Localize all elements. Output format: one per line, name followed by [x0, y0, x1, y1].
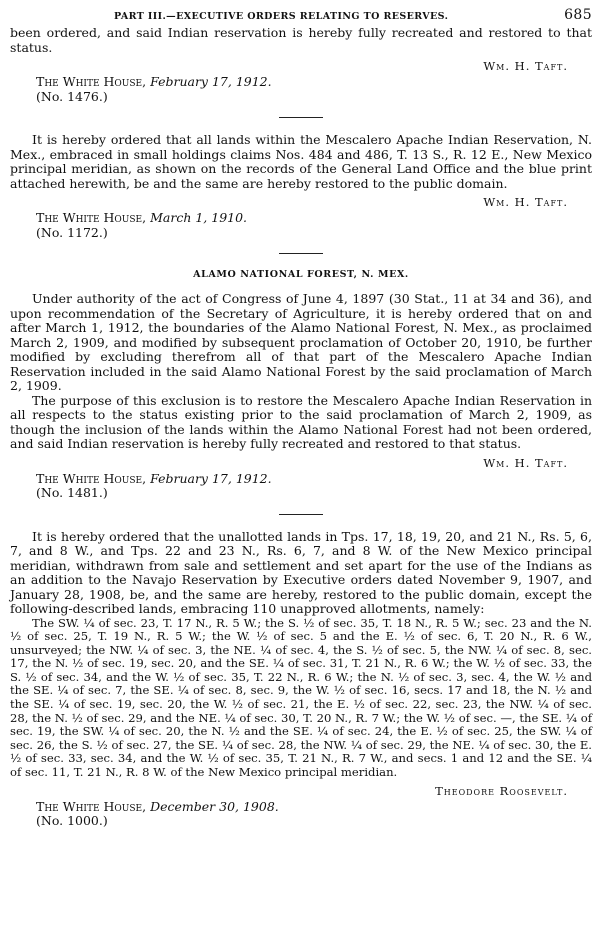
section-divider — [279, 117, 323, 118]
white-house-label: The White House, — [36, 470, 147, 486]
white-house-dateline — [36, 472, 592, 487]
order-paragraph-1: Under authority of the act of Congress of June 4, 1897 (30 Stat., 11 at 34 and 36), and upon recommendation of the Secretary of Agriculture, it is hereby ordered that on and after March 1, 1912, the boundaries of the Alamo National Forest, N. Mex., as proclaimed March 2, 1909, and modified by subsequent proclamation of October 20, 1910, be further modified by excluding therefrom all of that part of the Mescalero Apache Indian Reservation included in the said Alamo National Forest by the said proclamation of March 2, 1909. — [10, 291, 592, 393]
signature: Theodore Roosevelt. — [435, 783, 568, 798]
section-divider — [279, 514, 323, 515]
order-number: (No. 1172.) — [36, 224, 108, 240]
signature: Wm. H. Taft. — [483, 195, 568, 209]
white-house-dateline — [36, 211, 592, 226]
white-house-label: The White House, — [36, 798, 147, 814]
white-house-dateline — [36, 800, 592, 815]
order-1000 — [10, 530, 592, 829]
order-text: It is hereby ordered that all lands within the Mescalero Apache Indian Reservation, N. Mex., embraced in small holdings claims Nos. 484 and 486, T. 13 S., R. 12 E., New Mexico principal meridian, as shown on the records of the General Land Office and the blue print attached herewith, be and the same are hereby restored to the public domain. — [10, 132, 592, 191]
document-page — [10, 4, 592, 829]
order-1481 — [10, 269, 592, 501]
order-date: February 17, 1912. — [150, 470, 272, 486]
order-number: (No. 1481.) — [36, 485, 108, 500]
order-date: March 1, 1910. — [150, 210, 248, 225]
section-heading: ALAMO NATIONAL FOREST, N. MEX. — [193, 269, 409, 280]
order-date: December 30, 1908. — [150, 798, 279, 814]
signature: Wm. H. Taft. — [483, 455, 568, 470]
order-date: February 17, 1912. — [150, 74, 272, 89]
order-1172 — [10, 133, 592, 240]
order-paragraph-1: It is hereby ordered that the unallotted lands in Tps. 17, 18, 19, 20, and 21 N., Rs. 5, 6, 7, and 8 W., and Tps. 22 and 23 N., Rs. 6, 7, and 8 W. of the New Mexico principal meridian, withdrawn from sale and settlement and set apart for the use of the Indians as an addition to the Navajo Reservation by Executive orders dated November 9, 1907, and January 28, 1908, be, and the same are hereby, restored to the public domain, except the following-described lands, embracing 110 unapproved allotments, namely: — [10, 528, 592, 616]
order-paragraph-2: The purpose of this exclusion is to restore the Mescalero Apache Indian Reservation in all respects to the status existing prior to the said proclamation of March 2, 1909, as though the inclusion of the lands within the Alamo National Forest had not been ordered, and said Indian reservation is hereby fully recreated and restored to that status. — [10, 392, 592, 451]
signature: Wm. H. Taft. — [483, 59, 568, 73]
running-title: PART III.—EXECUTIVE ORDERS RELATING TO RESERVES. — [114, 11, 449, 22]
section-divider — [279, 253, 323, 254]
land-description: The SW. ¼ of sec. 23, T. 17 N., R. 5 W.; the S. ½ of sec. 35, T. 18 N., R. 5 W.; sec. 23 and the N. ½ of sec. 25, T. 19 N., R. 5 W.; the W. ½ of sec. 5 and the E. ½ of sec. 6, T. 20 N., R. 6 W., unsurveyed; the NW. ¼ of sec. 3, the NE. ¼ of sec. 4, the S. ½ of sec. 5, the NW. ¼ of sec. 8, sec. 17, the N. ½ of sec. 19, sec. 20, and the SE. ¼ of sec. 31, T. 21 N., R. 6 W.; the W. ½ of sec. 33, the S. ½ of sec. 34, and the W. ½ of sec. 35, T. 22 N., R. 6 W.; the N. ½ of sec. 3, sec. 4, the W. ½ and the SE. ¼ of sec. 7, the SE. ¼ of sec. 8, sec. 9, the W. ½ of sec. 16, secs. 17 and 18, the N. ½ and the SE. ¼ of sec. 19, sec. 20, the W. ½ of sec. 21, the E. ½ of sec. 22, sec. 23, the NW. ¼ of sec. 28, the N. ½ of sec. 29, and the NE. ¼ of sec. 30, T. 20 N., R. 7 W.; the W. ½ of sec. —, the SE. ¼ of sec. 19, the SW. ¼ of sec. 20, the N. ½ and the SE. ¼ of sec. 24, the E. ½ of sec. 25, the SW. ¼ of sec. 26, the S. ½ of sec. 27, the SE. ¼ of sec. 28, the NW. ¼ of sec. 29, the NE. ¼ of sec. 30, the E. ½ of sec. 33, sec. 34, and the W. ½ of sec. 35, T. 21 N., R. 7 W., and secs. 1 and 12 and the SE. ¼ of sec. 11, T. 21 N., R. 8 W. of the New Mexico principal meridian. — [10, 615, 592, 780]
page-header — [10, 4, 592, 26]
order-1476 — [10, 26, 592, 104]
order-text: been ordered, and said Indian reservation is hereby fully recreated and restored to that status. — [10, 25, 592, 55]
order-number: (No. 1476.) — [36, 88, 108, 104]
order-number: (No. 1000.) — [36, 813, 108, 829]
page-number: 685 — [564, 7, 592, 23]
white-house-label: The White House, — [36, 210, 147, 225]
white-house-dateline — [36, 75, 592, 90]
white-house-label: The White House, — [36, 74, 147, 89]
